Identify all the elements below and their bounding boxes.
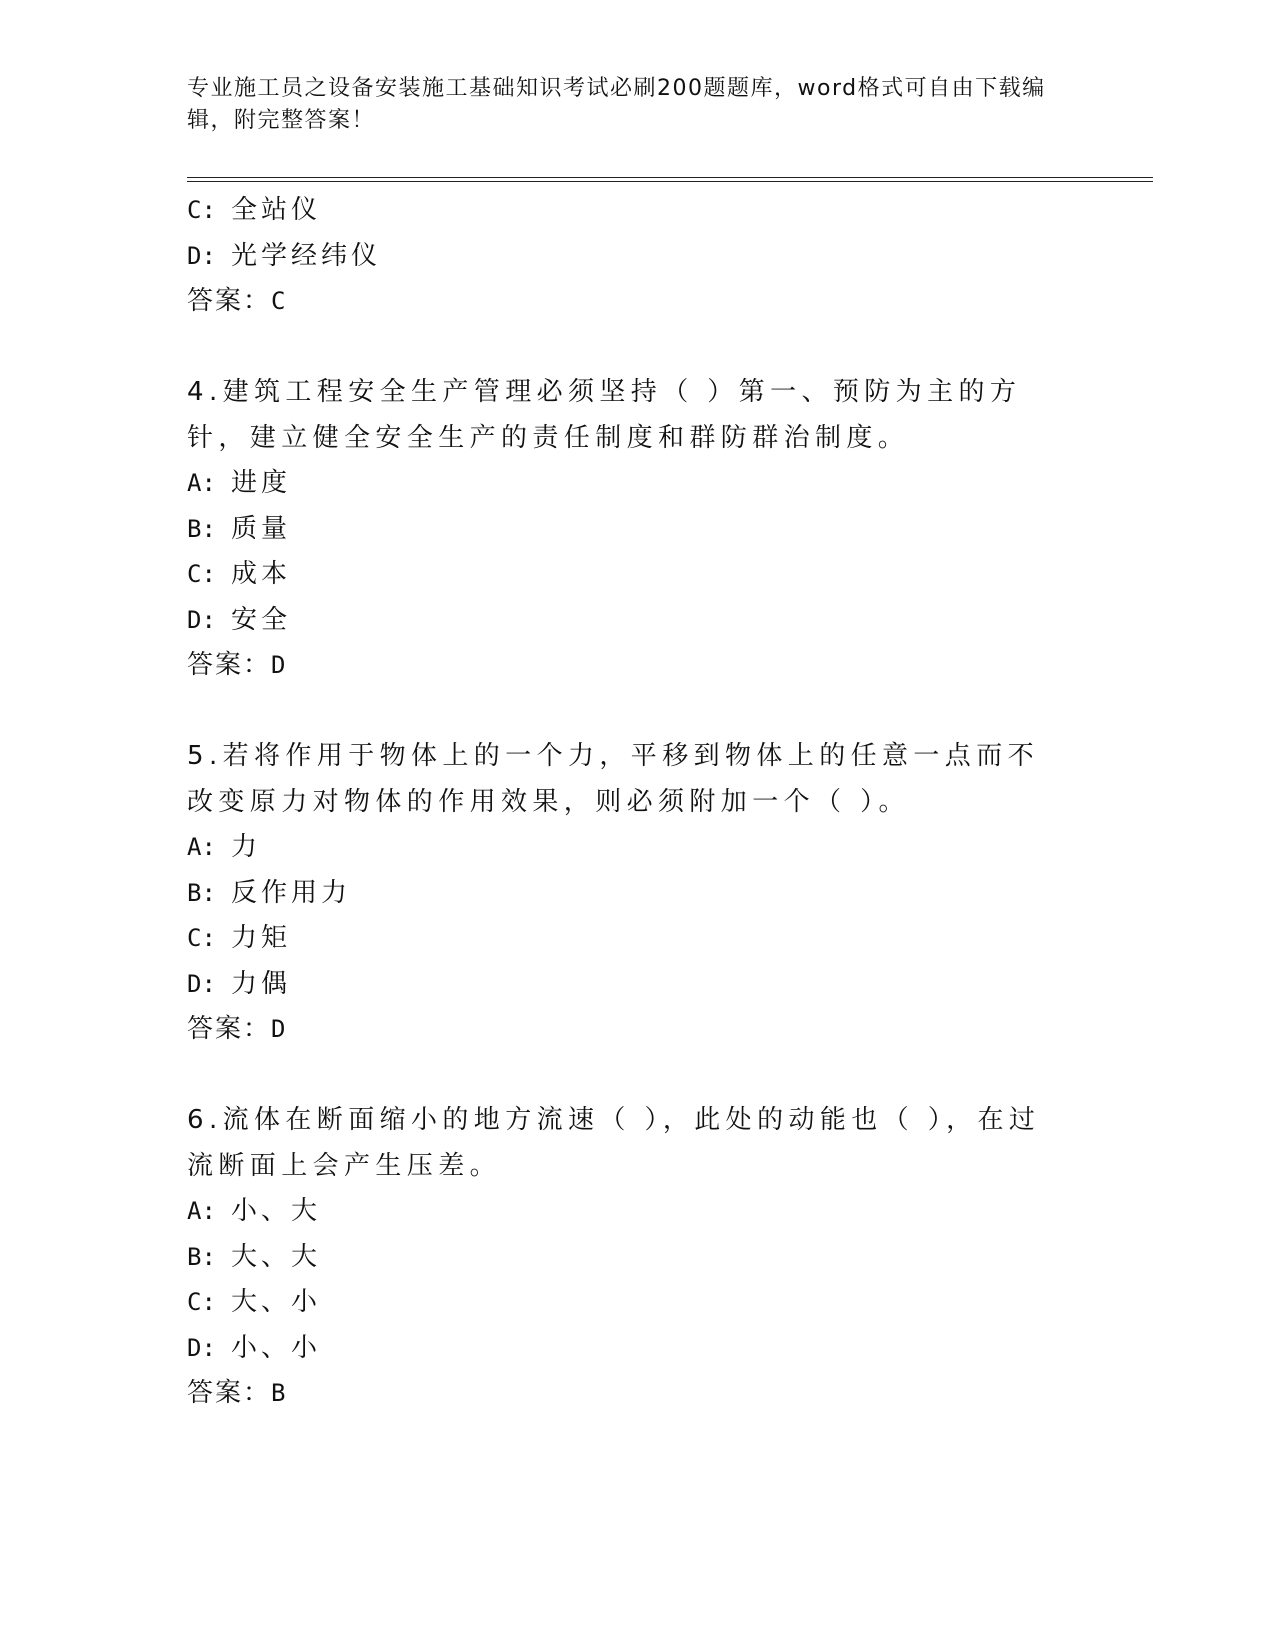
option-letter: A: bbox=[187, 469, 216, 497]
option-letter: B: bbox=[187, 1242, 216, 1271]
option-d bbox=[187, 598, 1067, 644]
option-c bbox=[187, 552, 1067, 598]
option-b bbox=[187, 507, 1067, 553]
question-block-4 bbox=[187, 370, 1067, 689]
option-text: 安全 bbox=[231, 604, 292, 635]
answer-value: B bbox=[271, 1379, 288, 1407]
option-letter: C: bbox=[187, 1288, 216, 1316]
option-letter: D: bbox=[187, 969, 216, 998]
spacer bbox=[187, 689, 1067, 735]
option-text: 大、大 bbox=[231, 1241, 322, 1272]
option-b bbox=[187, 1235, 1067, 1281]
answer-value: C bbox=[271, 287, 288, 315]
option-letter: C: bbox=[187, 924, 216, 952]
question-block-5 bbox=[187, 734, 1067, 1053]
question-text: 5.若将作用于物体上的一个力，平移到物体上的任意一点而不改变原力对物体的作用效果，则必须附加一个（ ）。 bbox=[187, 741, 1040, 817]
header-divider bbox=[187, 177, 1153, 182]
option-text: 大、小 bbox=[231, 1287, 322, 1317]
option-d bbox=[187, 962, 1067, 1008]
option-text: 进度 bbox=[231, 468, 292, 498]
option-letter: B: bbox=[187, 514, 216, 543]
option-letter: C: bbox=[187, 196, 216, 224]
option-text: 质量 bbox=[231, 513, 292, 544]
option-d bbox=[187, 234, 1067, 280]
option-letter: D: bbox=[187, 605, 216, 634]
answer-label: 答案： bbox=[187, 650, 272, 680]
option-d bbox=[187, 1326, 1067, 1372]
question-list bbox=[187, 188, 1067, 1417]
option-text: 力偶 bbox=[231, 968, 292, 999]
option-a bbox=[187, 461, 1067, 507]
option-a bbox=[187, 825, 1067, 871]
question-text: 4.建筑工程安全生产管理必须坚持（ ）第一、预防为主的方针，建立健全安全生产的责任制度和群防群治制度。 bbox=[187, 377, 1022, 453]
option-text: 全站仪 bbox=[231, 195, 322, 225]
option-text: 成本 bbox=[231, 559, 292, 589]
option-text: 光学经纬仪 bbox=[231, 240, 382, 271]
answer-line bbox=[187, 643, 1067, 689]
option-text: 力 bbox=[231, 832, 262, 862]
answer-label: 答案： bbox=[187, 1014, 272, 1044]
spacer bbox=[187, 1053, 1067, 1099]
option-text: 力矩 bbox=[231, 923, 292, 953]
option-b bbox=[187, 871, 1067, 917]
option-text: 小、大 bbox=[231, 1196, 322, 1226]
answer-value: D bbox=[271, 1015, 288, 1043]
option-letter: B: bbox=[187, 878, 216, 907]
option-text: 小、小 bbox=[231, 1332, 322, 1363]
answer-line bbox=[187, 1007, 1067, 1053]
option-c bbox=[187, 916, 1067, 962]
prev-question bbox=[187, 188, 1067, 325]
option-letter: D: bbox=[187, 1333, 216, 1362]
option-letter: D: bbox=[187, 241, 216, 270]
option-c bbox=[187, 188, 1067, 234]
page-header-title: 专业施工员之设备安装施工基础知识考试必刷200题题库，word格式可自由下载编辑，附完整答案！ bbox=[187, 76, 1046, 133]
option-text: 反作用力 bbox=[231, 877, 352, 908]
answer-label: 答案： bbox=[187, 1378, 272, 1408]
question-block-6 bbox=[187, 1098, 1067, 1417]
option-a bbox=[187, 1189, 1067, 1235]
answer-value: D bbox=[271, 651, 288, 679]
answer-line bbox=[187, 1371, 1067, 1417]
option-letter: A: bbox=[187, 833, 216, 861]
question-text: 6.流体在断面缩小的地方流速（ ），此处的动能也（ ），在过流断面上会产生压差。 bbox=[187, 1105, 1041, 1181]
option-c bbox=[187, 1280, 1067, 1326]
option-letter: A: bbox=[187, 1197, 216, 1225]
spacer bbox=[187, 325, 1067, 371]
answer-label: 答案： bbox=[187, 286, 272, 316]
answer-line bbox=[187, 279, 1067, 325]
option-letter: C: bbox=[187, 560, 216, 588]
